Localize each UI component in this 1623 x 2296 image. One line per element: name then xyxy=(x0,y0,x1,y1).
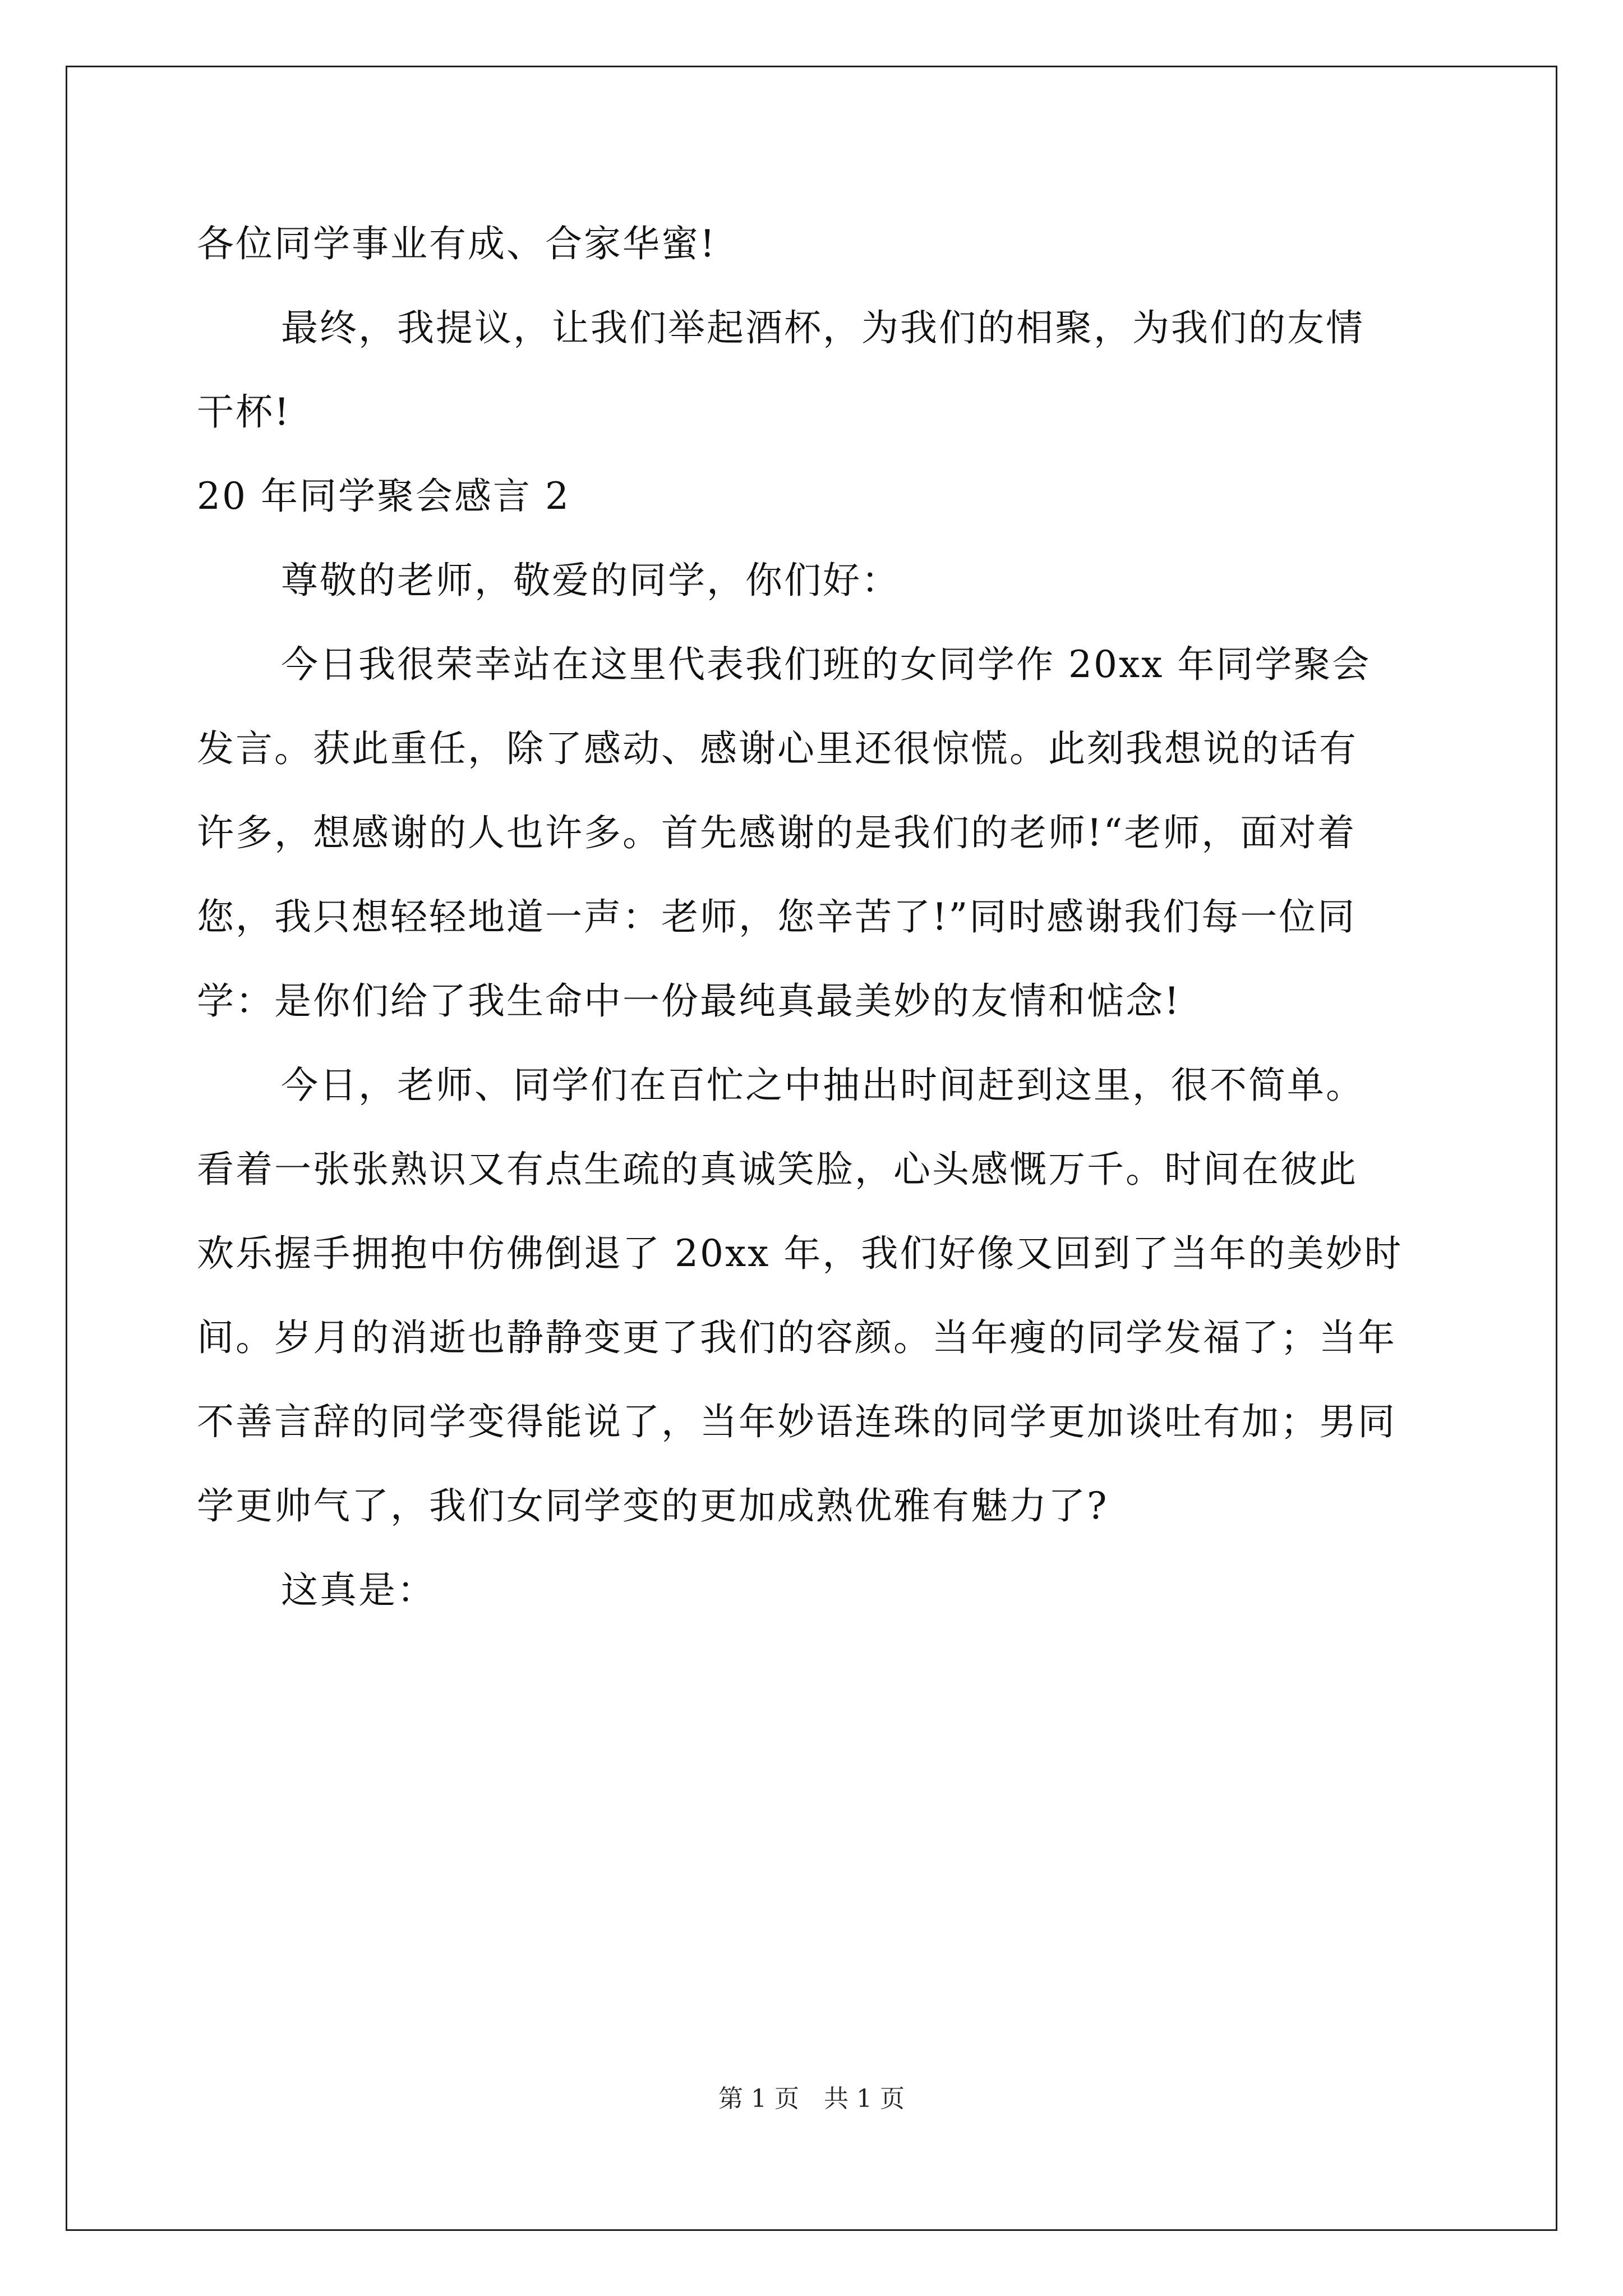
text-line-17: 这真是： xyxy=(281,1568,436,1612)
text-line-6: 今日我很荣幸站在这里代表我们班的女同学作 20xx 年同学聚会 xyxy=(281,643,1371,686)
text-line-1: 各位同学事业有成、合家华蜜! xyxy=(197,222,717,265)
text-line-12: 看着一张张熟识又有点生疏的真诚笑脸，心头感慨万千。时间在彼此 xyxy=(197,1148,1358,1191)
text-line-3: 干杯! xyxy=(197,390,291,434)
text-line-10: 学：是你们给了我生命中一份最纯真最美妙的友情和惦念! xyxy=(197,979,1181,1023)
text-line-5: 尊敬的老师，敬爱的同学，你们好： xyxy=(281,559,900,602)
document-body xyxy=(197,202,1431,1632)
text-line-8: 许多，想感谢的人也许多。首先感谢的是我们的老师!“老师，面对着 xyxy=(197,811,1357,854)
text-line-11: 今日，老师、同学们在百忙之中抽出时间赶到这里，很不简单。 xyxy=(281,1064,1364,1107)
text-line-14: 间。岁月的消逝也静静变更了我们的容颜。当年瘦的同学发福了；当年 xyxy=(197,1316,1396,1359)
text-line-9: 您，我只想轻轻地道一声：老师，您辛苦了!”同时感谢我们每一位同 xyxy=(197,895,1357,938)
text-line-15: 不善言辞的同学变得能说了，当年妙语连珠的同学更加谈吐有加；男同 xyxy=(197,1400,1396,1443)
text-line-13: 欢乐握手拥抱中仿佛倒退了 20xx 年，我们好像又回到了当年的美妙时 xyxy=(197,1232,1403,1275)
text-line-2: 最终，我提议，让我们举起酒杯，为我们的相聚，为我们的友情 xyxy=(281,306,1364,349)
page-number-footer: 第 1 页 共 1 页 xyxy=(718,2085,905,2113)
text-line-7: 发言。获此重任，除了感动、感谢心里还很惊慌。此刻我想说的话有 xyxy=(197,727,1358,770)
section-heading: 20 年同学聚会感言 2 xyxy=(197,475,570,518)
text-line-16: 学更帅气了，我们女同学变的更加成熟优雅有魅力了? xyxy=(197,1484,1109,1527)
